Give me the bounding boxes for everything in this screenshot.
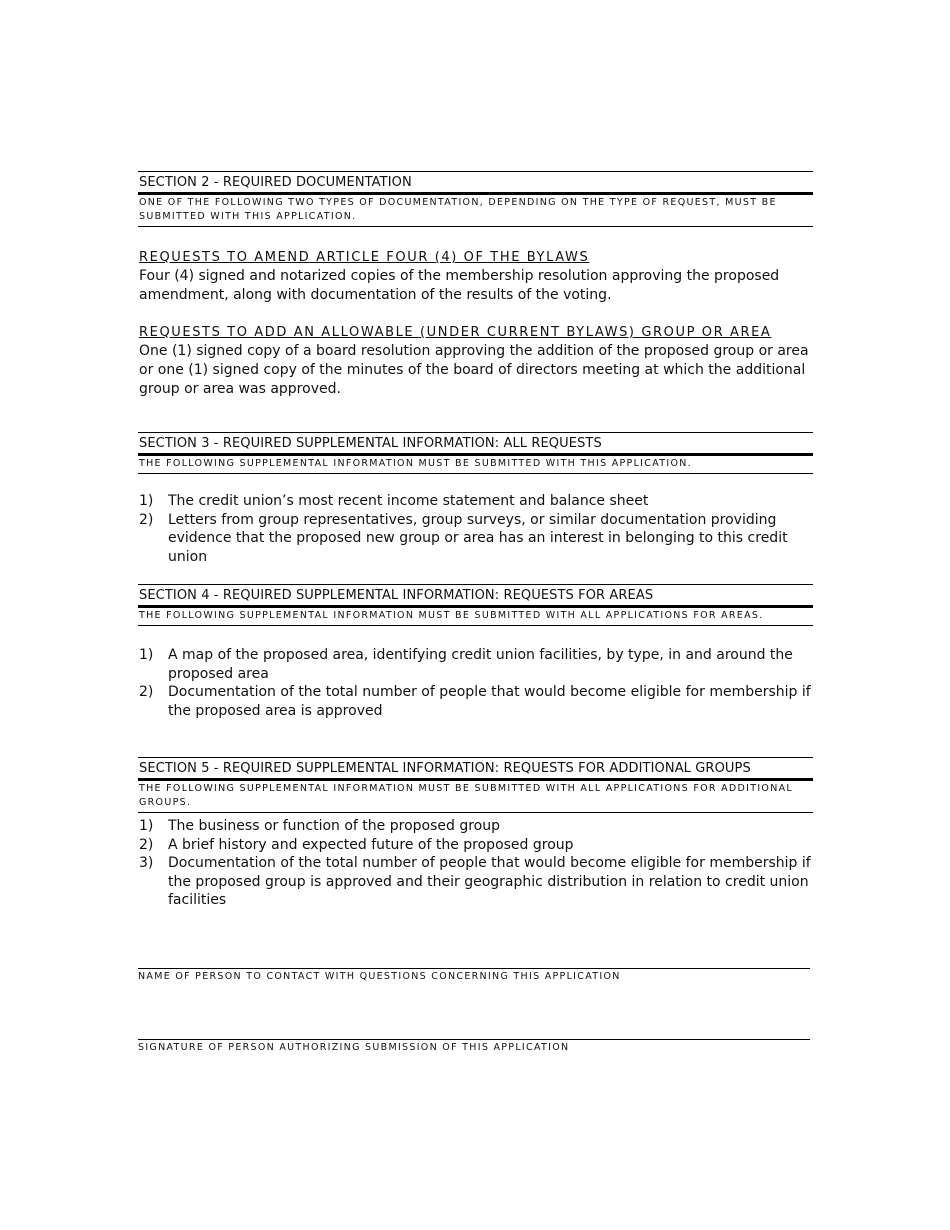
- request-amend-bylaws-body: Four (4) signed and notarized copies of the membership resolution approving the proposed amendment, along with documentation of the results of the voting.: [139, 268, 780, 303]
- request-add-group-area-body: One (1) signed copy of a board resolution approving the addition of the proposed group or area or one (1) signed copy of the minutes of the board of directors meeting at which the additional group or area was approved.: [139, 343, 809, 397]
- section-4-title: SECTION 4 - REQUIRED SUPPLEMENTAL INFORMATION: REQUESTS FOR AREAS: [138, 584, 813, 608]
- section-5-title: SECTION 5 - REQUIRED SUPPLEMENTAL INFORMATION: REQUESTS FOR ADDITIONAL GROUPS: [138, 757, 813, 781]
- request-add-group-area: [139, 321, 819, 399]
- list-item-text: Documentation of the total number of people that would become eligible for membership if the proposed area is approved: [168, 684, 811, 719]
- list-item: [139, 854, 819, 910]
- section-4-header: [138, 584, 813, 626]
- section-2-note: ONE OF THE FOLLOWING TWO TYPES OF DOCUMENTATION, DEPENDING ON THE TYPE OF REQUEST, MUST BE SUBMITTED WITH THIS APPLICATION.: [138, 195, 813, 227]
- section-5-note: THE FOLLOWING SUPPLEMENTAL INFORMATION MUST BE SUBMITTED WITH ALL APPLICATIONS FOR ADDITIONAL GROUPS.: [138, 781, 813, 813]
- list-item-number: 1): [139, 647, 154, 663]
- section-5-header: [138, 757, 813, 813]
- list-item: [139, 817, 819, 836]
- list-item-text: A map of the proposed area, identifying credit union facilities, by type, in and around the proposed area: [168, 647, 793, 682]
- list-item-text: Letters from group representatives, group surveys, or similar documentation providing evidence that the proposed new group or area has an interest in belonging to this credit union: [168, 511, 788, 565]
- request-amend-bylaws-heading: REQUESTS TO AMEND ARTICLE FOUR (4) OF THE BYLAWS: [139, 250, 590, 265]
- list-item-text: The business or function of the proposed group: [168, 818, 500, 834]
- list-item-number: 2): [139, 836, 154, 853]
- request-amend-bylaws: [139, 246, 819, 305]
- section-3-list: [139, 492, 819, 566]
- list-item: [139, 646, 819, 683]
- section-3-title: SECTION 3 - REQUIRED SUPPLEMENTAL INFORMATION: ALL REQUESTS: [138, 432, 813, 456]
- list-item: [139, 511, 819, 567]
- list-item: [139, 492, 819, 511]
- list-item-number: 2): [139, 511, 154, 528]
- section-4-note: THE FOLLOWING SUPPLEMENTAL INFORMATION MUST BE SUBMITTED WITH ALL APPLICATIONS FOR AREAS.: [138, 608, 813, 626]
- section-4-list: [139, 646, 819, 720]
- section-3-note: THE FOLLOWING SUPPLEMENTAL INFORMATION MUST BE SUBMITTED WITH THIS APPLICATION.: [138, 456, 813, 474]
- list-item-text: Documentation of the total number of people that would become eligible for membership if the proposed group is approved and their geographic distribution in relation to credit union facilities: [168, 855, 811, 908]
- list-item: [139, 683, 819, 720]
- list-item-text: A brief history and expected future of the proposed group: [168, 836, 574, 853]
- contact-name-line: NAME OF PERSON TO CONTACT WITH QUESTIONS CONCERNING THIS APPLICATION: [138, 968, 810, 984]
- section-3-header: [138, 432, 813, 474]
- list-item-number: 3): [139, 855, 154, 871]
- request-add-group-area-heading: REQUESTS TO ADD AN ALLOWABLE (UNDER CURRENT BYLAWS) GROUP OR AREA: [139, 325, 772, 340]
- section-2-header: [138, 171, 813, 227]
- list-item-number: 1): [139, 493, 154, 509]
- list-item-number: 1): [139, 818, 154, 834]
- list-item: [139, 836, 819, 855]
- list-item-text: The credit union’s most recent income statement and balance sheet: [168, 493, 649, 509]
- section-5-list: [139, 817, 819, 910]
- list-item-number: 2): [139, 684, 154, 700]
- section-2-title: SECTION 2 - REQUIRED DOCUMENTATION: [138, 171, 813, 195]
- signature-line: SIGNATURE OF PERSON AUTHORIZING SUBMISSION OF THIS APPLICATION: [138, 1039, 810, 1055]
